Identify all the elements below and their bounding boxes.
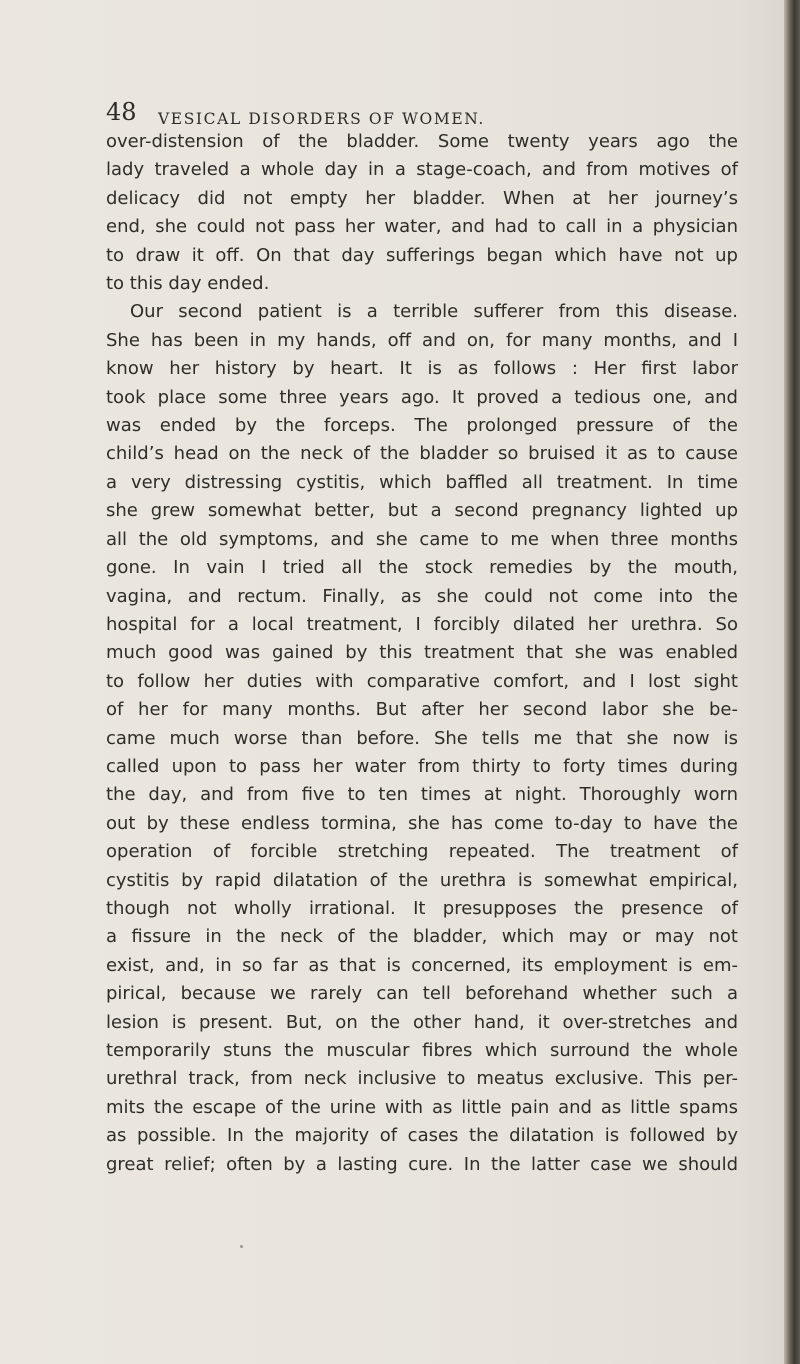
running-head: VESICAL DISORDERS OF WOMEN. xyxy=(158,110,485,128)
text-line: operation of forcible stretching repeated. The treatment of xyxy=(106,841,738,863)
text-line: cystitis by rapid dilatation of the urethra is somewhat empirical, xyxy=(106,869,738,891)
page-number: 48 xyxy=(106,98,137,126)
text-line: though not wholly irrational. It presupposes the presence of xyxy=(106,897,738,919)
text-line: to follow her duties with comparative comfort, and I lost sight xyxy=(106,670,738,692)
text-line: temporarily stuns the muscular fibres which surround the whole xyxy=(106,1040,738,1061)
text-line: she grew somewhat better, but a second pregnancy lighted up xyxy=(106,500,738,522)
text-line: great relief; often by a lasting cure. In the latter case we should xyxy=(106,1153,738,1175)
text-line: end, she could not pass her water, and had to call in a physician xyxy=(106,216,738,238)
text-line: of her for many months. But after her second labor she be- xyxy=(106,699,738,721)
text-line: pirical, because we rarely can tell beforehand whether such a xyxy=(106,983,738,1005)
text-line: a very distressing cystitis, which baffled all treatment. In time xyxy=(106,471,738,493)
text-line: to this day ended. xyxy=(106,273,270,295)
text-line: a fissure in the neck of the bladder, which may or may not xyxy=(106,926,738,948)
text-line: urethral track, from neck inclusive to meatus exclusive. This per- xyxy=(106,1068,738,1090)
text-line: exist, and, in so far as that is concerned, its employment is em- xyxy=(106,954,738,976)
text-line: the day, and from five to ten times at night. Thoroughly worn xyxy=(106,784,738,806)
text-line: was ended by the forceps. The prolonged pressure of the xyxy=(106,415,738,437)
text-line: as possible. In the majority of cases the dilatation is followed by xyxy=(106,1125,738,1147)
text-line: took place some three years ago. It proved a tedious one, and xyxy=(106,386,738,408)
text-line: out by these endless tormina, she has come to-day to have the xyxy=(106,812,738,834)
text-line: over-distension of the bladder. Some twenty years ago the xyxy=(106,131,738,152)
text-line: came much worse than before. She tells me that she now is xyxy=(106,727,738,749)
text-line: child’s head on the neck of the bladder so bruised it as to cause xyxy=(106,443,738,465)
text-line: all the old symptoms, and she came to me when three months xyxy=(106,528,738,550)
text-line: mits the escape of the urine with as little pain and as little spams xyxy=(106,1096,738,1118)
text-line: hospital for a local treatment, I forcibly dilated her urethra. So xyxy=(106,613,738,635)
text-line: know her history by heart. It is as follows : Her first labor xyxy=(106,358,738,380)
body-text xyxy=(106,128,738,1179)
book-binding-edge xyxy=(784,0,800,1364)
text-line: Our second patient is a terrible sufferer from this disease. xyxy=(130,301,738,323)
text-line: much good was gained by this treatment that she was enabled xyxy=(106,642,738,664)
text-line: delicacy did not empty her bladder. When at her journey’s xyxy=(106,187,738,209)
text-line: called upon to pass her water from thirty to forty times during xyxy=(106,755,738,777)
paper-speck xyxy=(240,1245,243,1248)
text-line: She has been in my hands, off and on, for many months, and I xyxy=(106,329,738,351)
text-line: to draw it off. On that day sufferings began which have not up xyxy=(106,244,738,266)
text-line: lesion is present. But, on the other hand, it over-stretches and xyxy=(106,1011,738,1033)
text-line: gone. In vain I tried all the stock remedies by the mouth, xyxy=(106,557,738,579)
text-line: vagina, and rectum. Finally, as she could not come into the xyxy=(106,585,738,607)
text-line: lady traveled a whole day in a stage-coach, and from motives of xyxy=(106,159,738,181)
